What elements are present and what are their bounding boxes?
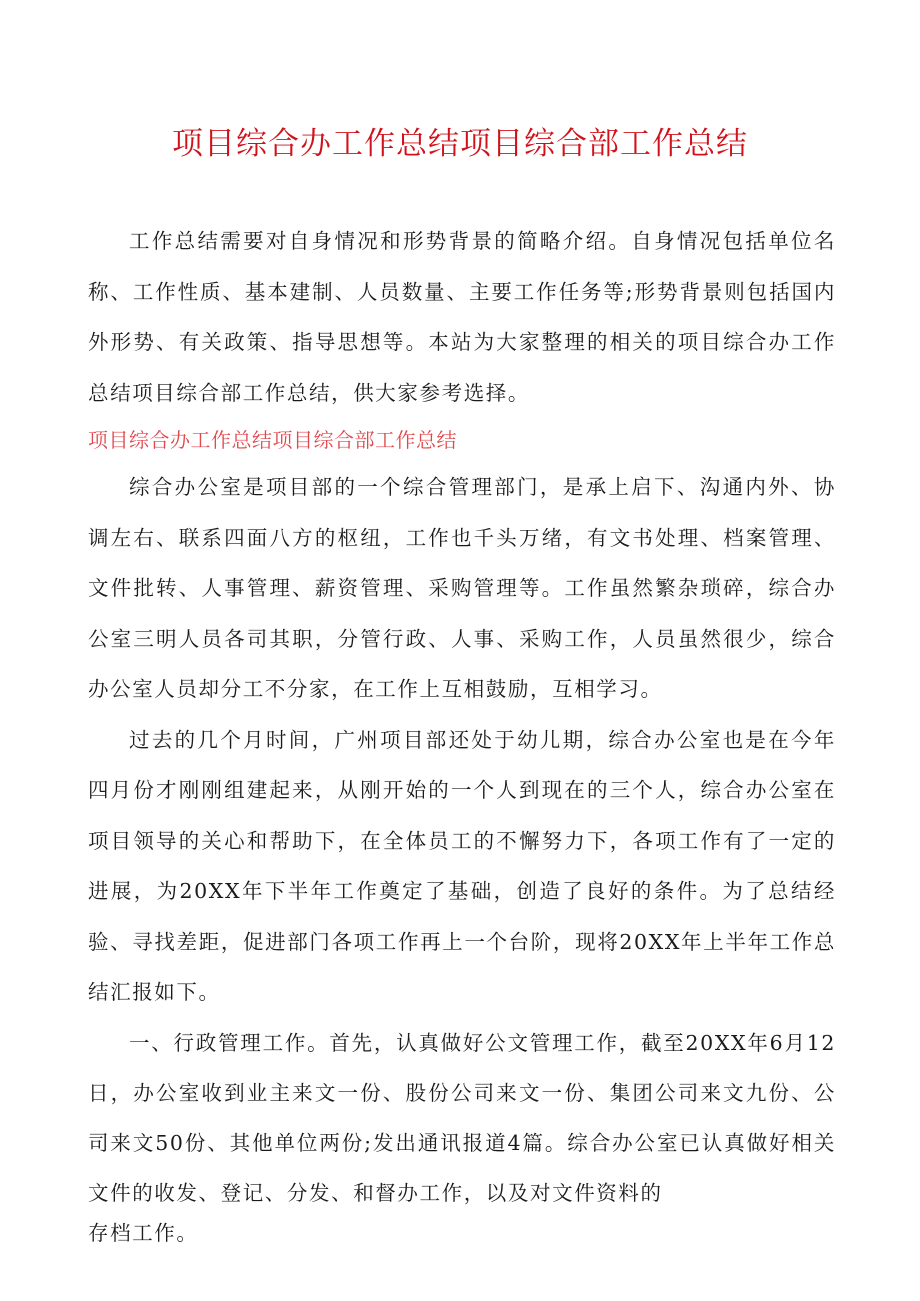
- body-last-line: 存档工作。: [88, 1220, 199, 1245]
- intro-paragraph: 工作总结需要对自身情况和形势背景的简略介绍。自身情况包括单位名称、工作性质、基本建制、人员数量、主要工作任务等;形势背景则包括国内外形势、有关政策、指导思想等。本站为大家整理的相关的项目综合办工作总结项目综合部工作总结，供大家参考选择。: [88, 229, 836, 405]
- body-paragraph-2: 过去的几个月时间，广州项目部还处于幼儿期，综合办公室也是在今年四月份才刚刚组建起来，从刚开始的一个人到现在的三个人，综合办公室在项目领导的关心和帮助下，在全体员工的不懈努力下，各项工作有了一定的进展，为20XX年下半年工作奠定了基础，创造了良好的条件。为了总结经验、寻找差距，促进部门各项工作再上一个台阶，现将20XX年上半年工作总结汇报如下。: [88, 727, 836, 1004]
- document-title: 项目综合办工作总结项目综合部工作总结: [172, 126, 748, 162]
- body-paragraph-1: 综合办公室是项目部的一个综合管理部门，是承上启下、沟通内外、协调左右、联系四面八方的枢纽，工作也千头万绪，有文书处理、档案管理、文件批转、人事管理、薪资管理、采购管理等。工作虽然繁杂琐碎，综合办公室三明人员各司其职，分管行政、人事、采购工作，人员虽然很少，综合办公室人员却分工不分家，在工作上互相鼓励，互相学习。: [88, 475, 836, 701]
- document-body: [88, 216, 836, 1248]
- body-paragraph-3: 一、行政管理工作。首先，认真做好公文管理工作，截至20XX年6月12日，办公室收到业主来文一份、股份公司来文一份、集团公司来文九份、公司来文50份、其他单位两份;发出通讯报道4篇。综合办公室已认真做好相关文件的收发、登记、分发、和督办工作，以及对文件资料的: [88, 1030, 836, 1205]
- section-subtitle: 项目综合办工作总结项目综合部工作总结: [88, 428, 457, 452]
